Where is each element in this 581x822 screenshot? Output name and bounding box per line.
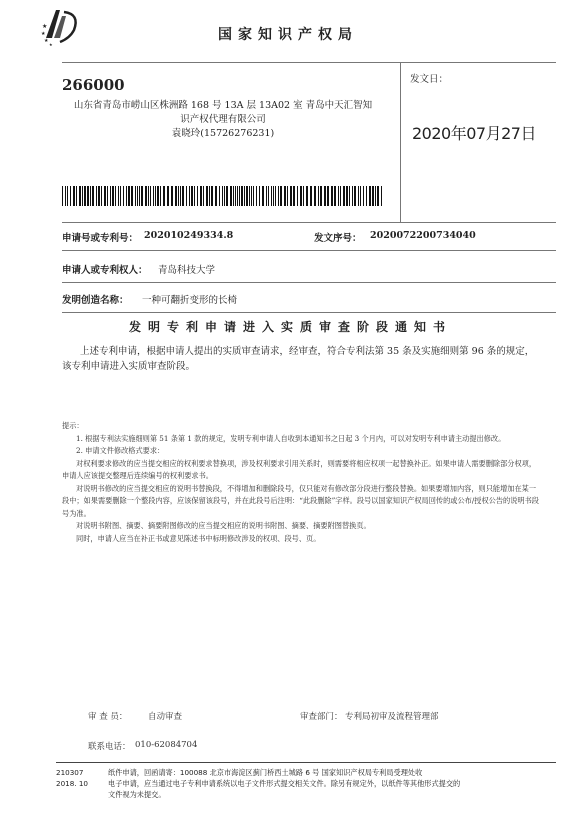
address-line: 识产权代理有限公司 — [180, 114, 266, 125]
cnipa-emblem-icon — [40, 8, 88, 48]
address-line: 袁晓玲(15726276231) — [171, 128, 275, 139]
hint-item: 同时，申请人应当在补正书或意见陈述书中标明修改涉及的权项、段号、页。 — [76, 533, 321, 543]
svg-text:★: ★ — [44, 38, 49, 44]
footer-line: 电子申请，应当通过电子专利申请系统以电子文件形式提交相关文件。除另有规定外，以纸件等其他形式提交的 — [108, 779, 461, 788]
address-line: 山东省青岛市崂山区株洲路 168 号 13A 层 13A02 室 青岛中天汇智知 — [73, 100, 373, 111]
title-value: 一种可翻折变形的长椅 — [142, 295, 238, 306]
applicant-value: 青岛科技大学 — [158, 265, 216, 276]
footer-line: 纸件申请，回函请寄：100088 北京市海淀区蓟门桥西土城路 6 号 国家知识产权局专利局受理处收 — [108, 768, 423, 777]
office-name: 国家知识产权局 — [218, 27, 358, 43]
send-date-label: 发文日： — [410, 74, 449, 85]
divider — [62, 282, 556, 283]
divider — [62, 62, 556, 63]
examiner-label: 审 查 员： — [88, 712, 128, 722]
hint-item: 对说明书修改的应当提交相应的说明书替换段，不得增加和删除段号，仅只能对有修改部分段进行整段替换。如果要增加内容，则只能增加在某一段中；如果需要删除一个整段内容，应该保留该段号，并在此段号后注明：“此段删除”字样。段号以国家知识产权局回传的或公布/授权公告的说明书段号为准。 — [62, 483, 539, 518]
dept-label: 审查部门： — [300, 712, 343, 722]
doc-no-value: 2020072200734040 — [370, 230, 476, 241]
hint-item: 对权利要求修改的应当提交相应的权利要求替换项，涉及权利要求引用关系时，则需要将相应权项一起替换补正。如果申请人需要删除部分权项，申请人应该提交整理后连续编号的权利要求书。 — [62, 458, 537, 480]
svg-text:★: ★ — [49, 42, 53, 47]
send-date-value: 2020年07月27日 — [412, 124, 536, 143]
divider — [400, 62, 401, 222]
divider — [62, 250, 556, 251]
notice-body: 上述专利申请，根据申请人提出的实质审查请求，经审查，符合专利法第 35 条及实施细则第 96 条的规定，该专利申请进入实质审查阶段。 — [62, 346, 535, 372]
svg-text:★: ★ — [42, 23, 48, 30]
examiner-value: 自动审查 — [148, 712, 183, 722]
footer-divider — [56, 762, 556, 763]
phone-label: 联系电话： — [88, 742, 131, 752]
applicant-label: 申请人或专利权人： — [62, 265, 148, 276]
recipient-address — [62, 99, 384, 141]
app-no-label: 申请号或专利号： — [62, 233, 139, 244]
hint-heading: 提示： — [62, 421, 84, 430]
notice-title: 发明专利申请进入实质审查阶段通知书 — [128, 320, 452, 334]
doc-no-label: 发文序号： — [314, 233, 362, 244]
divider — [62, 312, 556, 313]
footer-code: 2018. 10 — [56, 779, 89, 788]
footer-line: 文件视为未提交。 — [108, 790, 166, 799]
footer-code: 210307 — [56, 768, 84, 777]
hint-item: 2. 申请文件修改格式要求： — [76, 446, 165, 455]
hints-section — [62, 420, 542, 545]
title-label: 发明创造名称： — [62, 295, 129, 306]
phone-value: 010-62084704 — [135, 740, 198, 750]
svg-text:★: ★ — [41, 31, 46, 37]
barcode — [62, 186, 382, 206]
app-no-value: 202010249334.8 — [144, 230, 234, 241]
hint-item: 1. 根据专利法实施细则第 51 条第 1 款的规定，发明专利申请人自收到本通知书之日起 3 个月内，可以对发明专利申请主动提出修改。 — [76, 433, 506, 443]
postcode: 266000 — [62, 76, 125, 94]
divider — [62, 222, 556, 223]
hint-item: 对说明书附图、摘要、摘要附图修改的应当提交相应的说明书附图、摘要、摘要附图替换页。 — [76, 521, 371, 530]
dept-value: 专利局初审及流程管理部 — [345, 712, 439, 722]
